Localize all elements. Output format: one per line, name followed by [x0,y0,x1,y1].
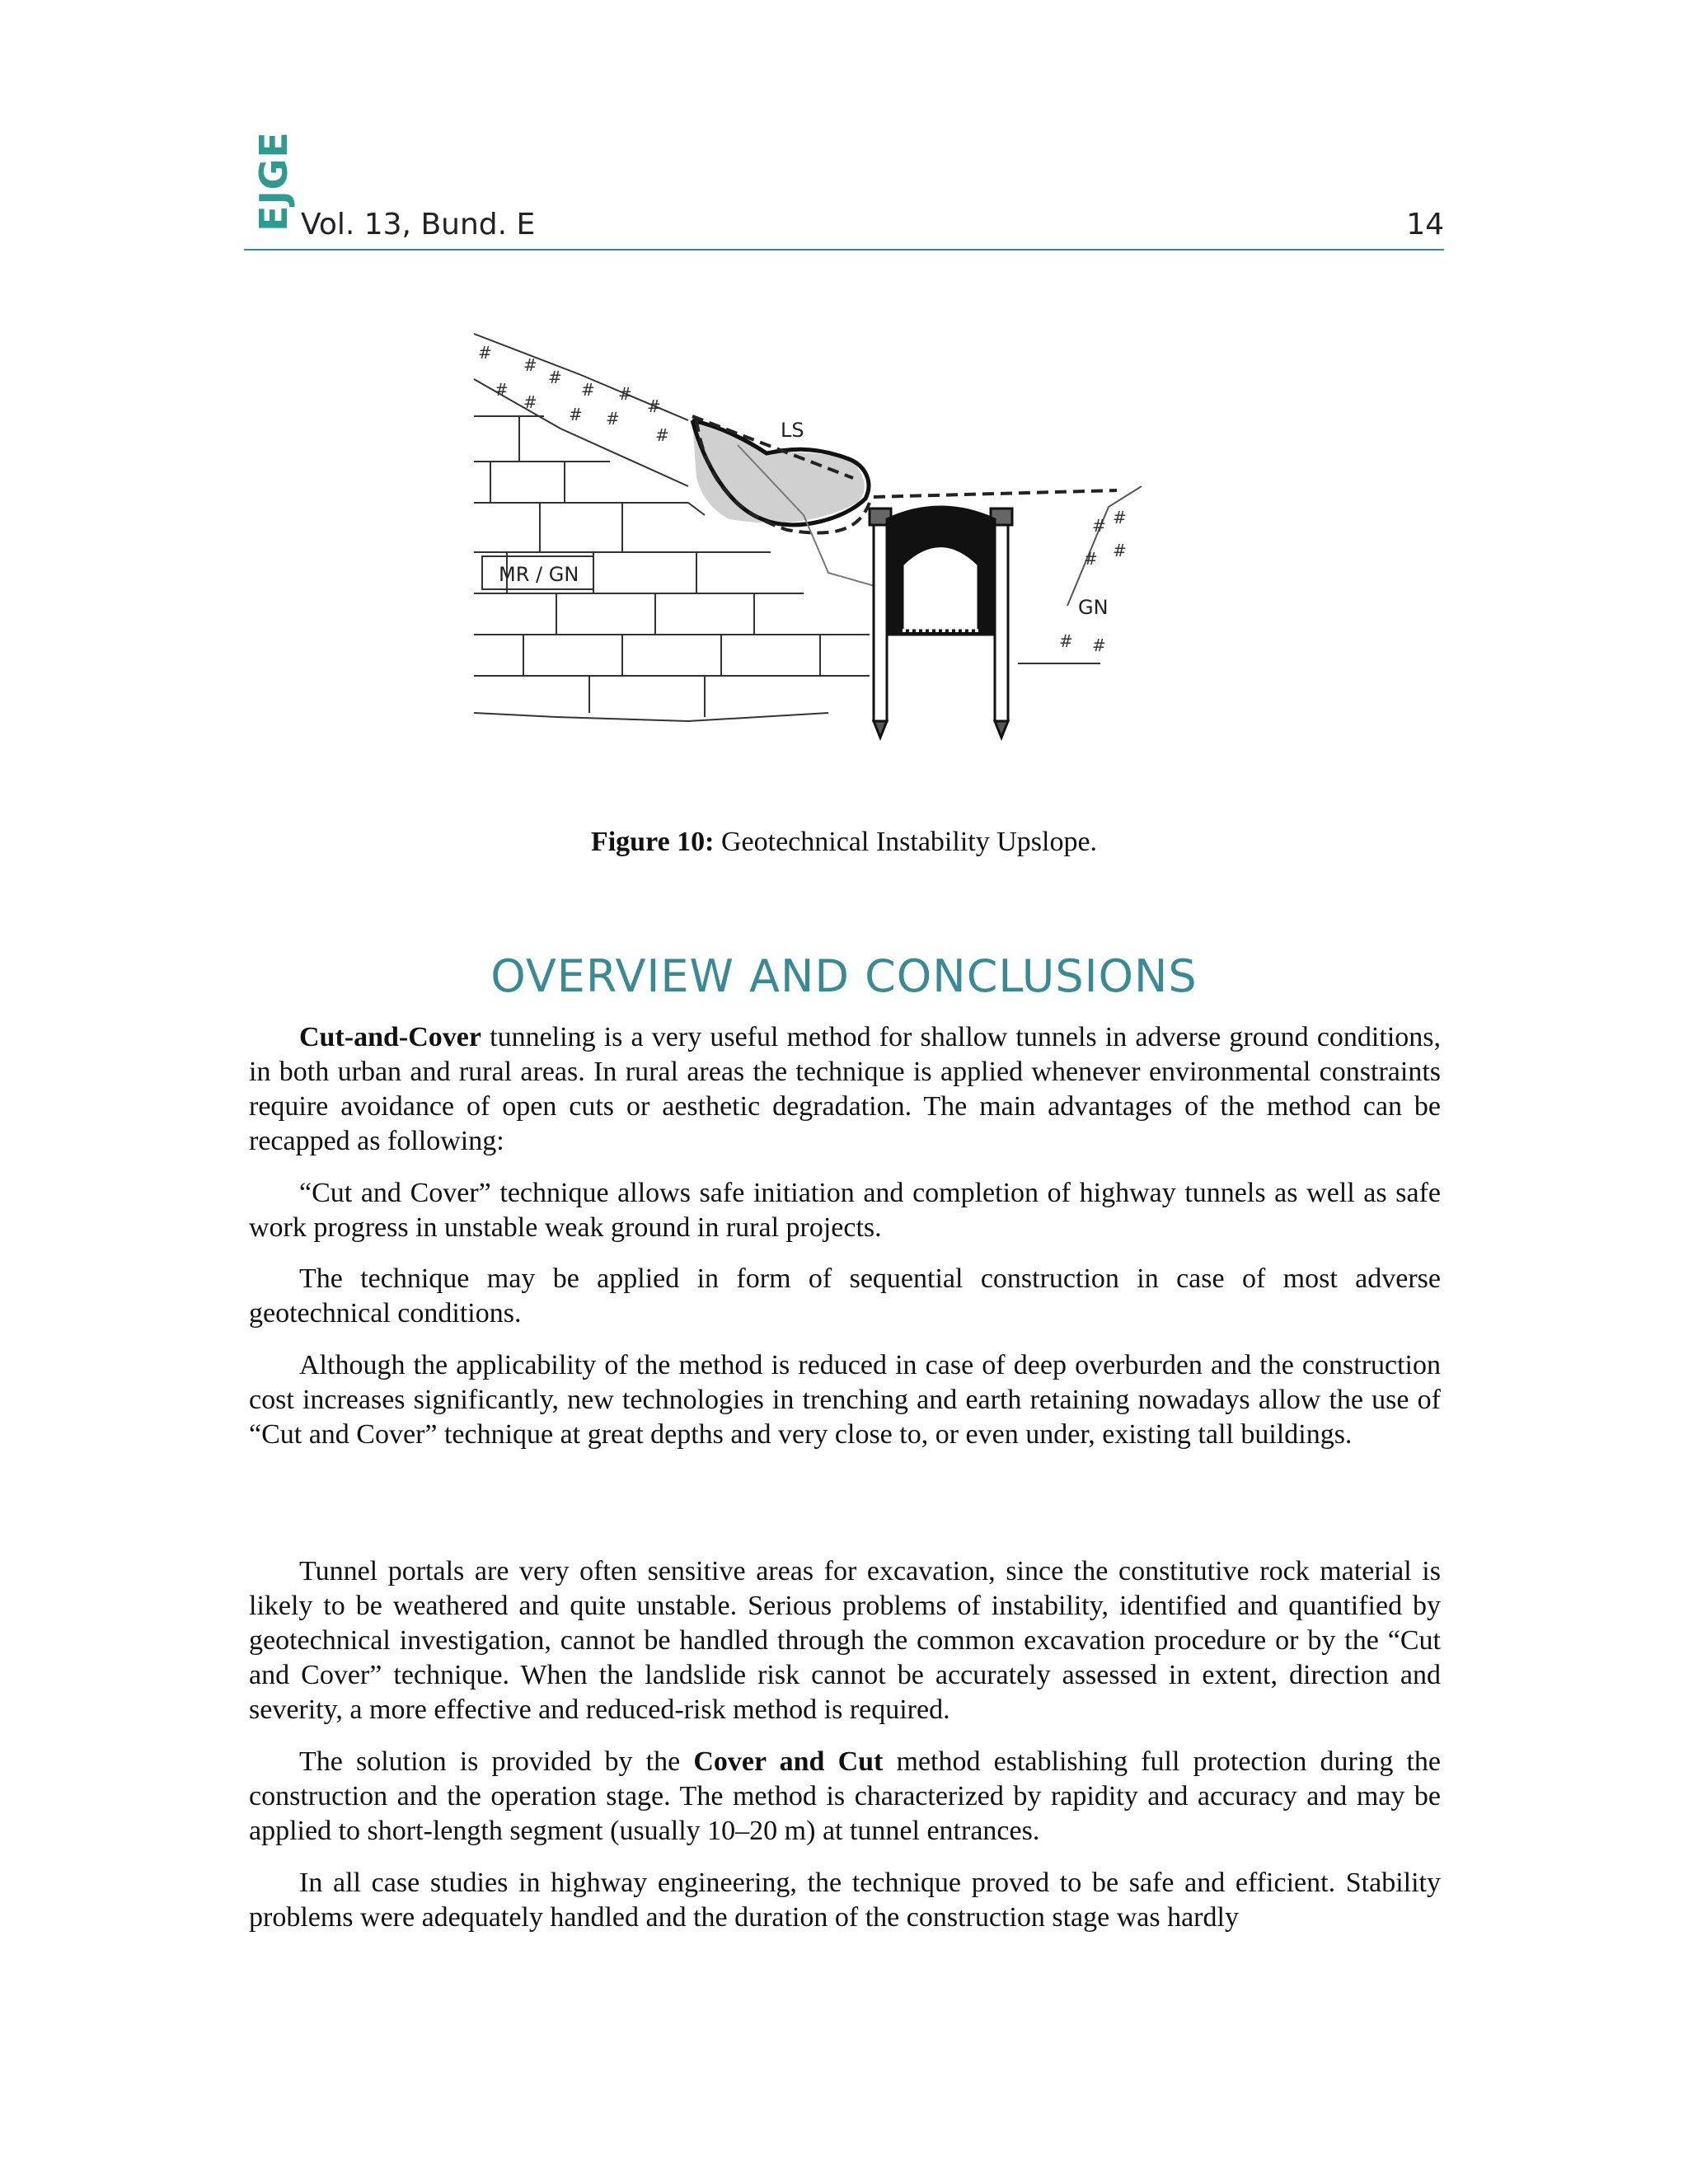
svg-text:#: # [548,368,562,387]
paragraph-1 [249,1020,1441,1159]
svg-text:#: # [618,384,632,404]
figure-10-diagram [457,317,1183,746]
figure-caption-label: Figure 10: [590,827,715,857]
paragraph-1-text: tunneling is a very useful method for shallow tunnels in adverse ground conditions, in both urban and rural areas. In rural areas the technique is applied whenever environmental constraints require avoidance of open cuts or aesthetic degradation. The main advantages of the method can be recapped as following: [249,1022,1441,1156]
svg-text:#: # [523,392,537,412]
paragraph-6-text: method establishing full protection during the construction and the operation stage. The method is characterized by rapidity and accuracy and may be applied to short-length segment (usually 10–20 m) at tunnel entrances. [249,1746,1441,1846]
header-divider [244,249,1444,251]
svg-text:#: # [1084,549,1098,569]
svg-text:#: # [495,380,509,400]
page-number: 14 [1406,208,1444,241]
paragraph-3: The technique may be applied in form of sequential construction in case of most adverse geotechnical conditions. [249,1263,1441,1329]
paragraph-4: Although the applicability of the method is reduced in case of deep overburden and the construction cost increases significantly, new technologies in trenching and earth retaining nowadays allow the use of “Cut and Cover” technique at great depths and very close to, or even under, existing tall buildings. [249,1350,1441,1450]
svg-text:#: # [655,425,669,445]
svg-text:#: # [581,380,595,400]
paragraph-6 [249,1745,1441,1849]
paragraph-6-intro: The solution is provided by the [299,1746,694,1777]
svg-text:#: # [1113,541,1127,560]
paragraph-1-bold: Cut-and-Cover [299,1022,481,1052]
paragraph-5: Tunnel portals are very often sensitive areas for excavation, since the constitutive rock material is likely to be weathered and quite unstable. Serious problems of instability, identified and quantified by geotechnical investigation, cannot be handled through the common excavation procedure or by the “Cut and Cover” technique. When the landslide risk cannot be accurately assessed in extent, direction and severity, a more effective and reduced-risk method is required. [249,1556,1441,1725]
svg-text:#: # [1113,508,1127,527]
slope-cross-section-drawing [457,317,1183,746]
figure-caption-text: Geotechnical Instability Upslope. [714,827,1098,857]
svg-text:#: # [606,409,620,429]
label-ls: LS [781,419,804,442]
svg-text:#: # [1059,631,1073,651]
journal-logo-text: EJGE [251,131,296,232]
paragraph-6-bold: Cover and Cut [693,1746,884,1777]
label-gn: GN [1078,596,1109,619]
paragraph-2: “Cut and Cover” technique allows safe initiation and completion of highway tunnels as well as safe work progress in unstable weak ground in rural projects. [249,1178,1441,1243]
svg-text:#: # [1092,516,1106,536]
paragraph-7: In all case studies in highway engineering, the technique proved to be safe and efficient. Stability problems were adequately handled and the duration of the construction stage was hardly [249,1868,1441,1933]
section-heading: OVERVIEW AND CONCLUSIONS [490,950,1198,1002]
svg-text:#: # [1092,635,1106,655]
svg-text:#: # [523,355,537,375]
svg-text:#: # [647,396,661,416]
figure-caption [0,827,1688,858]
svg-text:#: # [478,343,492,363]
journal-logo [249,124,298,239]
label-mr-gn: MR / GN [499,563,579,586]
volume-label: Vol. 13, Bund. E [301,208,536,241]
svg-text:#: # [569,405,583,424]
